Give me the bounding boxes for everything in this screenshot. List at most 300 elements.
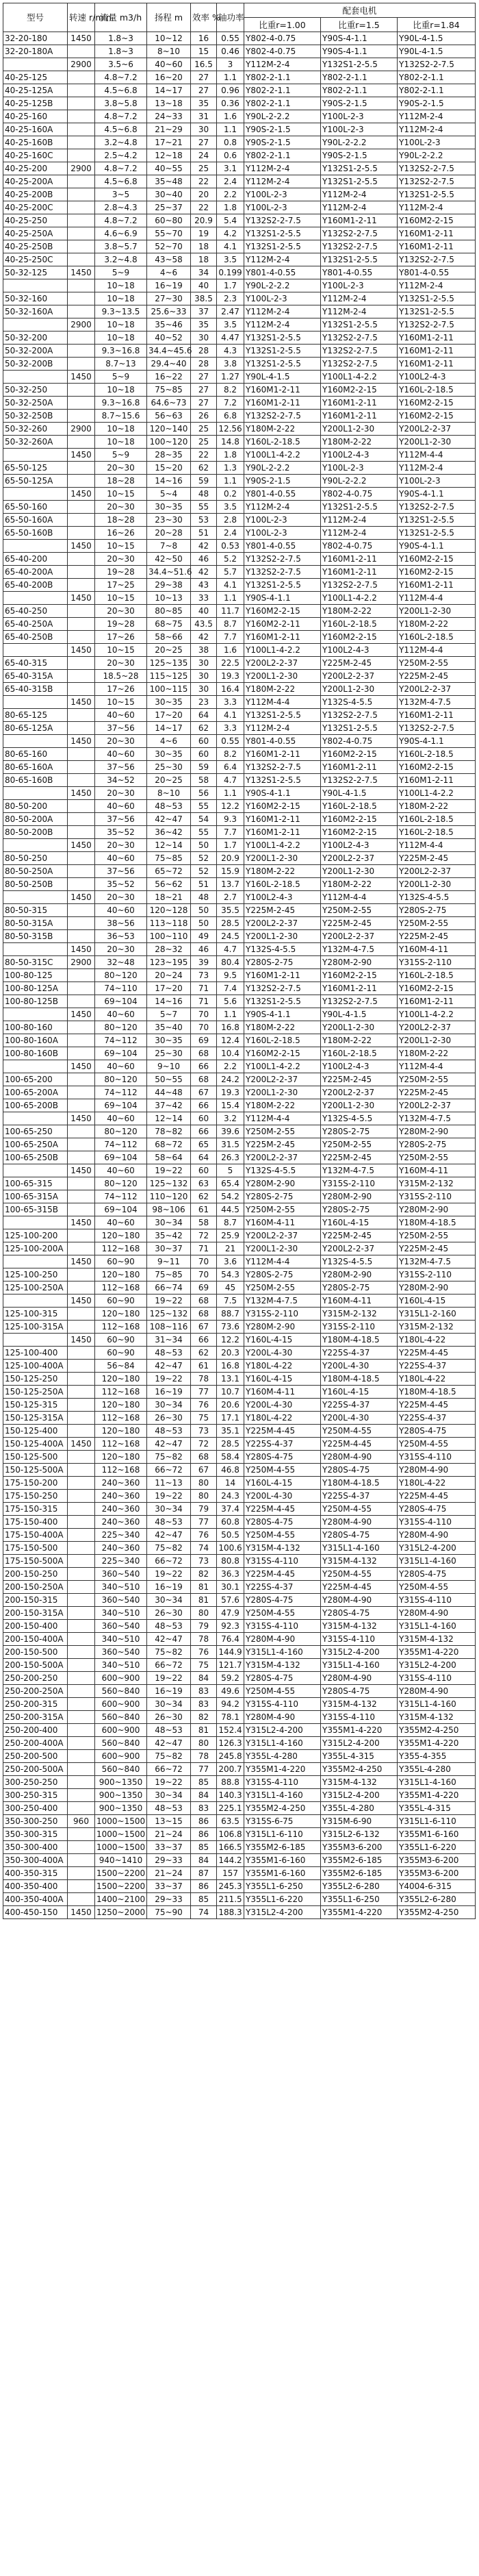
cell-head: 30~34 xyxy=(147,1789,191,1802)
cell-model xyxy=(3,1112,68,1125)
cell-model: 400-350-400 xyxy=(3,1880,68,1893)
cell-motor-r150: Y225S-4-37 xyxy=(321,1399,398,1412)
cell-efficiency: 30 xyxy=(191,123,217,136)
cell-model: 175-150-400A xyxy=(3,1529,68,1542)
cell-flow: 10~18 xyxy=(95,436,147,449)
cell-flow: 17~26 xyxy=(95,631,147,644)
cell-efficiency: 62 xyxy=(191,462,217,475)
cell-shaft-power: 2.47 xyxy=(217,305,244,318)
cell-head: 20~25 xyxy=(147,644,191,657)
cell-flow: 120~180 xyxy=(95,1399,147,1412)
cell-motor-r150: Y160L-4-15 xyxy=(321,1386,398,1399)
cell-motor-r100: Y132S-4-5.5 xyxy=(244,943,321,956)
cell-head: 56~63 xyxy=(147,410,191,423)
cell-motor-r100: Y355L1-6-220 xyxy=(244,1893,321,1906)
cell-shaft-power: 7.2 xyxy=(217,397,244,410)
cell-shaft-power: 22.5 xyxy=(217,657,244,670)
cell-motor-r150: Y180M-2-22 xyxy=(321,605,398,618)
cell-motor-r100: Y250M-4-55 xyxy=(244,1607,321,1620)
cell-motor-r100: Y802-4-0.75 xyxy=(244,32,321,45)
cell-flow: 8.7~15.6 xyxy=(95,410,147,423)
cell-model: 65-40-315A xyxy=(3,670,68,683)
cell-shaft-power: 100.6 xyxy=(217,1542,244,1555)
cell-motor-r100: Y112M-2-4 xyxy=(244,253,321,266)
cell-model: 125-100-200A xyxy=(3,1242,68,1255)
cell-head: 16~19 xyxy=(147,1581,191,1594)
cell-motor-r184: Y160M1-2-11 xyxy=(398,345,476,358)
cell-shaft-power: 12.2 xyxy=(217,800,244,813)
cell-motor-r100: Y315M-4-132 xyxy=(244,1659,321,1672)
cell-shaft-power: 2.2 xyxy=(217,188,244,201)
cell-motor-r184: Y315M-2-132 xyxy=(398,1321,476,1334)
cell-shaft-power: 4.3 xyxy=(217,345,244,358)
cell-efficiency: 55 xyxy=(191,501,217,514)
header-row-1 xyxy=(3,3,476,18)
cell-speed xyxy=(68,436,95,449)
cell-speed xyxy=(68,1607,95,1620)
cell-shaft-power: 3.6 xyxy=(217,1255,244,1268)
cell-motor-r150: Y112M-2-4 xyxy=(321,188,398,201)
cell-motor-r150: Y132S-4-5.5 xyxy=(321,1255,398,1268)
cell-shaft-power: 1.8 xyxy=(217,201,244,214)
cell-motor-r150: Y132S1-2-5.5 xyxy=(321,162,398,175)
cell-motor-r150: Y355M2-6-185 xyxy=(321,1867,398,1880)
cell-motor-r150: Y132M-4-7.5 xyxy=(321,1164,398,1177)
cell-head: 19~22 xyxy=(147,1164,191,1177)
cell-motor-r150: Y112M-2-4 xyxy=(321,514,398,527)
cell-motor-r184: Y802-2-1.1 xyxy=(398,84,476,97)
cell-shaft-power: 17.1 xyxy=(217,1412,244,1425)
cell-flow: 20~30 xyxy=(95,891,147,904)
cell-motor-r184: Y315M-4-132 xyxy=(398,1711,476,1724)
table-row xyxy=(3,592,476,605)
cell-model: 80-50-250A xyxy=(3,865,68,878)
table-row xyxy=(3,1047,476,1060)
cell-head: 31~34 xyxy=(147,1334,191,1347)
cell-shaft-power: 31.5 xyxy=(217,1138,244,1151)
cell-flow: 18~28 xyxy=(95,514,147,527)
cell-speed xyxy=(68,1763,95,1776)
table-row xyxy=(3,149,476,162)
cell-motor-r150: Y225M-4-45 xyxy=(321,1581,398,1594)
cell-head: 25~37 xyxy=(147,201,191,214)
cell-efficiency: 86 xyxy=(191,1828,217,1841)
cell-motor-r150: Y160M1-2-11 xyxy=(321,553,398,566)
cell-motor-r184: Y355L1-6-220 xyxy=(398,1841,476,1854)
cell-head: 19~22 xyxy=(147,1672,191,1685)
cell-motor-r100: Y802-2-1.1 xyxy=(244,149,321,162)
cell-speed xyxy=(68,1867,95,1880)
table-row xyxy=(3,1321,476,1334)
cell-head: 75~82 xyxy=(147,1542,191,1555)
cell-motor-r184: Y100L1-4-2.2 xyxy=(398,787,476,800)
cell-speed: 1450 xyxy=(68,1164,95,1177)
cell-flow: 32~48 xyxy=(95,956,147,969)
cell-motor-r150: Y315S-4-110 xyxy=(321,1711,398,1724)
cell-shaft-power: 8.7 xyxy=(217,1216,244,1229)
cell-motor-r100: Y225S-4-37 xyxy=(244,1581,321,1594)
cell-motor-r100: Y132S2-2-7.5 xyxy=(244,410,321,423)
cell-motor-r100: Y90L-2-2.2 xyxy=(244,462,321,475)
table-row xyxy=(3,1724,476,1737)
cell-model: 40-25-250 xyxy=(3,214,68,227)
cell-motor-r150: Y315M-2-132 xyxy=(321,1308,398,1321)
cell-motor-r184: Y355M1-4-220 xyxy=(398,1646,476,1659)
cell-efficiency: 74 xyxy=(191,1906,217,1919)
cell-shaft-power: 0.36 xyxy=(217,97,244,110)
table-row xyxy=(3,865,476,878)
cell-shaft-power: 0.55 xyxy=(217,32,244,45)
cell-efficiency: 42 xyxy=(191,540,217,553)
cell-speed xyxy=(68,1386,95,1399)
cell-motor-r100: Y180L-4-22 xyxy=(244,1360,321,1373)
cell-model: 80-50-200B xyxy=(3,826,68,839)
cell-efficiency: 28 xyxy=(191,345,217,358)
cell-efficiency: 40 xyxy=(191,279,217,292)
header-flow: 流量 m3/h xyxy=(95,3,147,32)
cell-flow: 360~540 xyxy=(95,1620,147,1633)
cell-flow: 20~30 xyxy=(95,943,147,956)
cell-efficiency: 68 xyxy=(191,1047,217,1060)
cell-motor-r150: Y200L2-2-37 xyxy=(321,1086,398,1099)
cell-model: 350-300-400 xyxy=(3,1841,68,1854)
cell-motor-r100: Y100L2-4-3 xyxy=(244,891,321,904)
cell-shaft-power: 24.2 xyxy=(217,1073,244,1086)
cell-model: 150-125-400 xyxy=(3,1425,68,1438)
cell-motor-r100: Y315S-2-110 xyxy=(244,1308,321,1321)
cell-flow: 112~168 xyxy=(95,1412,147,1425)
table-row xyxy=(3,1906,476,1919)
cell-motor-r150: Y200L1-2-30 xyxy=(321,865,398,878)
cell-speed xyxy=(68,1620,95,1633)
cell-motor-r184: Y225M-2-45 xyxy=(398,1242,476,1255)
cell-flow: 60~90 xyxy=(95,1295,147,1308)
cell-motor-r184: Y315S-2-110 xyxy=(398,956,476,969)
table-row xyxy=(3,1086,476,1099)
cell-motor-r150: Y132S1-2-5.5 xyxy=(321,58,398,71)
cell-model: 40-25-160C xyxy=(3,149,68,162)
cell-shaft-power: 0.8 xyxy=(217,136,244,149)
cell-flow: 40~60 xyxy=(95,1216,147,1229)
cell-motor-r150: Y355M2-4-250 xyxy=(321,1763,398,1776)
cell-motor-r100: Y90L-2-2.2 xyxy=(244,110,321,123)
cell-speed: 1450 xyxy=(68,540,95,553)
cell-model: 32-20-180A xyxy=(3,45,68,58)
cell-model xyxy=(3,1295,68,1308)
cell-motor-r184: Y225M-2-45 xyxy=(398,852,476,865)
cell-model xyxy=(3,58,68,71)
header-shaft-power: 轴功率 xyxy=(217,3,244,32)
cell-motor-r184: Y225M-4-45 xyxy=(398,1490,476,1503)
cell-motor-r150: Y160M2-2-15 xyxy=(321,826,398,839)
cell-shaft-power: 157 xyxy=(217,1867,244,1880)
cell-efficiency: 37 xyxy=(191,305,217,318)
cell-motor-r100: Y200L1-2-30 xyxy=(244,670,321,683)
cell-motor-r150: Y132S2-2-7.5 xyxy=(321,579,398,592)
cell-shaft-power: 45 xyxy=(217,1281,244,1295)
cell-motor-r184: Y250M-2-55 xyxy=(398,1229,476,1242)
cell-motor-r100: Y200L1-2-30 xyxy=(244,852,321,865)
table-row xyxy=(3,279,476,292)
cell-shaft-power: 1.1 xyxy=(217,592,244,605)
cell-shaft-power: 3.5 xyxy=(217,253,244,266)
cell-motor-r184: Y355M2-4-250 xyxy=(398,1906,476,1919)
cell-speed: 1450 xyxy=(68,371,95,384)
cell-motor-r184: Y160M-4-11 xyxy=(398,1164,476,1177)
cell-motor-r184: Y250M-4-55 xyxy=(398,1438,476,1451)
cell-motor-r100: Y160M1-2-11 xyxy=(244,384,321,397)
cell-speed xyxy=(68,748,95,761)
cell-shaft-power: 7.4 xyxy=(217,982,244,995)
cell-motor-r184: Y315L1-4-160 xyxy=(398,1698,476,1711)
table-row xyxy=(3,305,476,318)
cell-flow: 60~90 xyxy=(95,1255,147,1268)
cell-motor-r150: Y225M-2-45 xyxy=(321,917,398,930)
cell-flow: 120~180 xyxy=(95,1308,147,1321)
cell-shaft-power: 1.7 xyxy=(217,279,244,292)
cell-efficiency: 68 xyxy=(191,1451,217,1464)
cell-motor-r100: Y132S1-2-5.5 xyxy=(244,579,321,592)
cell-motor-r100: Y200L2-2-37 xyxy=(244,657,321,670)
cell-motor-r100: Y112M-2-4 xyxy=(244,318,321,332)
cell-shaft-power: 8.7 xyxy=(217,618,244,631)
cell-motor-r100: Y315S-6-75 xyxy=(244,1815,321,1828)
cell-head: 25~30 xyxy=(147,761,191,774)
cell-motor-r100: Y160L-2-18.5 xyxy=(244,878,321,891)
cell-motor-r100: Y100L-2-3 xyxy=(244,292,321,305)
cell-flow: 20~30 xyxy=(95,501,147,514)
cell-flow: 560~840 xyxy=(95,1711,147,1724)
cell-speed: 1450 xyxy=(68,1906,95,1919)
cell-head: 29.4~40 xyxy=(147,358,191,371)
cell-head: 12~14 xyxy=(147,1112,191,1125)
cell-motor-r150: Y315L1-4-160 xyxy=(321,1659,398,1672)
cell-model: 80-50-315C xyxy=(3,956,68,969)
cell-head: 33~37 xyxy=(147,1841,191,1854)
cell-motor-r150: Y315S-2-110 xyxy=(321,1321,398,1334)
cell-efficiency: 76 xyxy=(191,1399,217,1412)
cell-motor-r184: Y112M-4-4 xyxy=(398,839,476,852)
cell-speed xyxy=(68,1281,95,1295)
cell-motor-r100: Y280S-2-75 xyxy=(244,956,321,969)
table-row xyxy=(3,436,476,449)
cell-speed: 1450 xyxy=(68,488,95,501)
cell-head: 35~42 xyxy=(147,1229,191,1242)
cell-flow: 360~540 xyxy=(95,1568,147,1581)
cell-head: 30~40 xyxy=(147,188,191,201)
cell-model: 50-32-250 xyxy=(3,384,68,397)
cell-motor-r100: Y132S-4-5.5 xyxy=(244,1164,321,1177)
cell-model: 65-50-160 xyxy=(3,501,68,514)
cell-efficiency: 40 xyxy=(191,605,217,618)
cell-model: 50-32-250A xyxy=(3,397,68,410)
cell-efficiency: 86 xyxy=(191,1815,217,1828)
cell-flow: 600~900 xyxy=(95,1750,147,1763)
cell-motor-r100: Y200L-4-30 xyxy=(244,1399,321,1412)
cell-motor-r184: Y160L-2-18.5 xyxy=(398,969,476,982)
cell-efficiency: 27 xyxy=(191,136,217,149)
table-row xyxy=(3,1386,476,1399)
cell-motor-r184: Y4004-6-315 xyxy=(398,1880,476,1893)
cell-motor-r150: Y355M1-4-220 xyxy=(321,1906,398,1919)
cell-efficiency: 59 xyxy=(191,475,217,488)
table-row xyxy=(3,943,476,956)
table-row xyxy=(3,1737,476,1750)
cell-shaft-power: 200.7 xyxy=(217,1763,244,1776)
cell-head: 30~35 xyxy=(147,748,191,761)
cell-motor-r100: Y160M1-2-11 xyxy=(244,748,321,761)
cell-motor-r184: Y90S-4-1.1 xyxy=(398,488,476,501)
cell-model: 40-25-200A xyxy=(3,175,68,188)
cell-head: 20~28 xyxy=(147,527,191,540)
cell-flow: 112~168 xyxy=(95,1242,147,1255)
cell-model: 350-300-315 xyxy=(3,1828,68,1841)
cell-motor-r100: Y160M1-2-11 xyxy=(244,631,321,644)
cell-shaft-power: 0.6 xyxy=(217,149,244,162)
cell-head: 50~55 xyxy=(147,1073,191,1086)
cell-motor-r150: Y315L1-4-160 xyxy=(321,1542,398,1555)
cell-motor-r100: Y355M1-6-160 xyxy=(244,1867,321,1880)
cell-flow: 10~18 xyxy=(95,384,147,397)
cell-shaft-power: 5.2 xyxy=(217,553,244,566)
cell-flow: 4.8~7.2 xyxy=(95,214,147,227)
cell-model: 125-100-250A xyxy=(3,1281,68,1295)
cell-motor-r150: Y355L-4-280 xyxy=(321,1802,398,1815)
cell-motor-r100: Y315S-4-110 xyxy=(244,1620,321,1633)
cell-motor-r100: Y112M-2-4 xyxy=(244,305,321,318)
cell-model: 65-50-125 xyxy=(3,462,68,475)
cell-model: 350-300-400A xyxy=(3,1854,68,1867)
cell-model: 65-50-160B xyxy=(3,527,68,540)
cell-model: 80-50-200A xyxy=(3,813,68,826)
cell-motor-r150: Y100L1-4-2.2 xyxy=(321,592,398,605)
cell-speed xyxy=(68,1451,95,1464)
cell-motor-r100: Y160M-4-11 xyxy=(244,1216,321,1229)
table-row xyxy=(3,1151,476,1164)
cell-motor-r184: Y250M-2-55 xyxy=(398,657,476,670)
cell-head: 30~35 xyxy=(147,1034,191,1047)
cell-motor-r100: Y100L-2-3 xyxy=(244,188,321,201)
cell-head: 16~20 xyxy=(147,71,191,84)
cell-flow: 74~112 xyxy=(95,1138,147,1151)
cell-flow: 225~340 xyxy=(95,1529,147,1542)
cell-model: 200-150-500 xyxy=(3,1646,68,1659)
cell-motor-r184: Y132M-4-7.5 xyxy=(398,1112,476,1125)
cell-model: 40-25-125A xyxy=(3,84,68,97)
cell-motor-r184: Y200L2-2-37 xyxy=(398,865,476,878)
cell-speed xyxy=(68,1373,95,1386)
cell-motor-r150: Y315L2-4-200 xyxy=(321,1737,398,1750)
cell-head: 42~47 xyxy=(147,1529,191,1542)
cell-motor-r184: Y280S-4-75 xyxy=(398,1503,476,1516)
cell-flow: 20~30 xyxy=(95,735,147,748)
cell-efficiency: 76 xyxy=(191,1529,217,1542)
cell-motor-r150: Y132S2-2-7.5 xyxy=(321,358,398,371)
cell-motor-r150: Y280S-2-75 xyxy=(321,1281,398,1295)
cell-shaft-power: 4.47 xyxy=(217,332,244,345)
cell-motor-r100: Y355M1-6-160 xyxy=(244,1854,321,1867)
cell-motor-r150: Y315M-4-132 xyxy=(321,1776,398,1789)
cell-motor-r184: Y280M-2-90 xyxy=(398,1203,476,1216)
cell-model xyxy=(3,371,68,384)
cell-motor-r150: Y132S1-2-5.5 xyxy=(321,501,398,514)
table-row xyxy=(3,1451,476,1464)
cell-efficiency: 20 xyxy=(191,188,217,201)
cell-speed xyxy=(68,71,95,84)
cell-efficiency: 64 xyxy=(191,709,217,722)
cell-motor-r100: Y160L-4-15 xyxy=(244,1477,321,1490)
cell-motor-r184: Y180M-2-22 xyxy=(398,618,476,631)
cell-speed: 960 xyxy=(68,1815,95,1828)
cell-flow: 360~540 xyxy=(95,1646,147,1659)
cell-shaft-power: 166.5 xyxy=(217,1841,244,1854)
cell-efficiency: 22 xyxy=(191,201,217,214)
cell-motor-r150: Y802-4-0.75 xyxy=(321,488,398,501)
cell-efficiency: 43 xyxy=(191,579,217,592)
cell-head: 21~29 xyxy=(147,123,191,136)
cell-efficiency: 52 xyxy=(191,865,217,878)
cell-motor-r184: Y112M-2-4 xyxy=(398,110,476,123)
table-row xyxy=(3,566,476,579)
cell-motor-r100: Y112M-4-4 xyxy=(244,696,321,709)
cell-shaft-power: 3.5 xyxy=(217,501,244,514)
cell-flow: 9.3~13.5 xyxy=(95,305,147,318)
cell-speed xyxy=(68,1646,95,1659)
table-row xyxy=(3,527,476,540)
cell-shaft-power: 245.3 xyxy=(217,1880,244,1893)
cell-head: 9~10 xyxy=(147,1060,191,1073)
table-row xyxy=(3,188,476,201)
cell-motor-r184: Y180M-2-22 xyxy=(398,1047,476,1060)
cell-motor-r150: Y280S-4-75 xyxy=(321,1464,398,1477)
cell-efficiency: 18 xyxy=(191,240,217,253)
cell-flow: 9.3~16.8 xyxy=(95,397,147,410)
cell-motor-r100: Y132S2-2-7.5 xyxy=(244,982,321,995)
cell-speed: 1450 xyxy=(68,696,95,709)
cell-model: 400-350-315 xyxy=(3,1867,68,1880)
cell-model: 100-80-125B xyxy=(3,995,68,1008)
cell-flow: 10~15 xyxy=(95,540,147,553)
cell-head: 78~82 xyxy=(147,1125,191,1138)
pump-spec-table xyxy=(3,3,476,1919)
cell-motor-r100: Y160M2-2-11 xyxy=(244,618,321,631)
cell-flow: 940~1410 xyxy=(95,1854,147,1867)
cell-efficiency: 67 xyxy=(191,1086,217,1099)
table-row xyxy=(3,475,476,488)
table-row xyxy=(3,1568,476,1581)
table-row xyxy=(3,488,476,501)
cell-motor-r150: Y100L-2-3 xyxy=(321,279,398,292)
cell-motor-r150: Y200L1-2-30 xyxy=(321,1099,398,1112)
cell-flow: 9.3~16.8 xyxy=(95,345,147,358)
cell-head: 42~50 xyxy=(147,553,191,566)
cell-shaft-power: 1.6 xyxy=(217,644,244,657)
cell-model: 150-125-250 xyxy=(3,1373,68,1386)
cell-motor-r184: Y100L-2-3 xyxy=(398,475,476,488)
cell-motor-r100: Y180M-2-22 xyxy=(244,1099,321,1112)
cell-shaft-power: 20.6 xyxy=(217,1399,244,1412)
cell-shaft-power: 25.9 xyxy=(217,1229,244,1242)
cell-flow: 37~56 xyxy=(95,761,147,774)
cell-head: 48~53 xyxy=(147,1516,191,1529)
cell-flow: 40~60 xyxy=(95,904,147,917)
cell-flow: 10~15 xyxy=(95,696,147,709)
cell-flow: 120~180 xyxy=(95,1229,147,1242)
cell-efficiency: 61 xyxy=(191,1360,217,1373)
cell-efficiency: 31 xyxy=(191,110,217,123)
cell-motor-r100: Y160M-4-11 xyxy=(244,1386,321,1399)
table-row xyxy=(3,318,476,332)
